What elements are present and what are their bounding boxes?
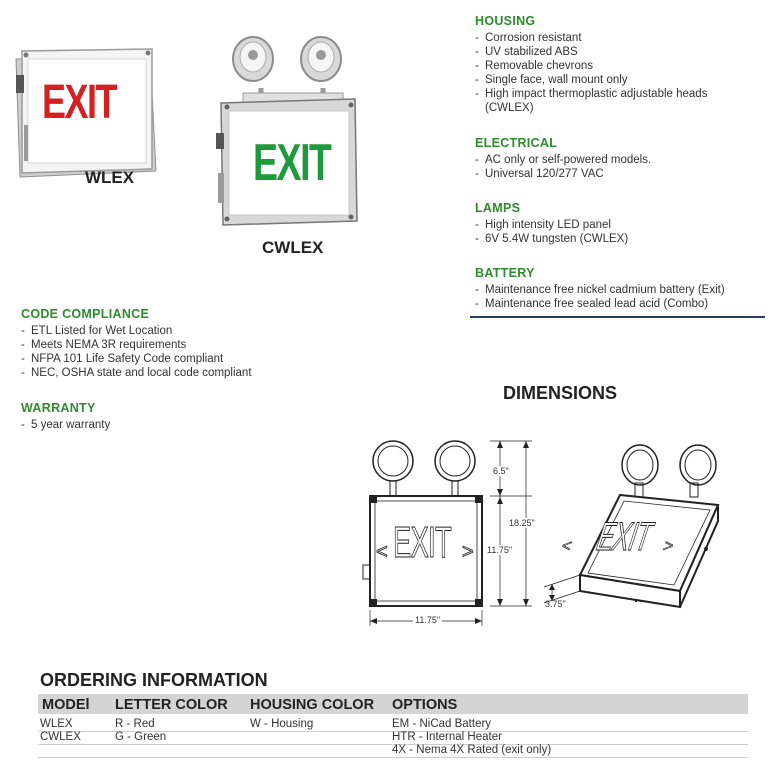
electrical-list (475, 153, 765, 181)
housing-title: HOUSING (475, 14, 536, 28)
dimension-body-height: 11.75" (487, 545, 513, 555)
list-item: - Single face, wall mount only (475, 73, 765, 87)
table-cell: EM - NiCad Battery (392, 718, 492, 730)
wlex-photo (10, 45, 160, 185)
dimension-iso-exit-text: EXIT (591, 515, 658, 559)
list-item: - Universal 120/277 VAC (475, 167, 765, 181)
housing-list (475, 31, 765, 115)
code-compliance-list (21, 324, 321, 380)
table-cell: W - Housing (250, 718, 314, 730)
list-item-continuation: (CWLEX) (485, 102, 534, 114)
dimension-drawing-front (350, 430, 550, 635)
cwlex-label: CWLEX (262, 238, 324, 257)
list-item: - Corrosion resistant (475, 31, 765, 45)
wlex-exit-sign-text: EXIT (42, 76, 117, 129)
row-divider (38, 757, 748, 758)
table-cell: G - Green (115, 731, 167, 743)
header-housing-color: HOUSING COLOR (250, 697, 375, 713)
list-item: - NEC, OSHA state and local code compliant (21, 366, 321, 380)
svg-text:<: < (376, 541, 388, 563)
table-cell: CWLEX (40, 731, 81, 743)
cwlex-photo (213, 33, 363, 233)
ordering-table-header (38, 694, 748, 714)
list-item: - 6V 5.4W tungsten (CWLEX) (475, 232, 765, 246)
warranty-section (21, 401, 321, 432)
dimensions-title: DIMENSIONS (503, 383, 618, 403)
lamps-title: LAMPS (475, 201, 521, 215)
dimension-body-width: 11.75" (415, 615, 441, 625)
dimension-drawing-isometric (540, 435, 720, 625)
ordering-title: ORDERING INFORMATION (40, 670, 268, 690)
wlex-label: WLEX (85, 168, 135, 187)
dimension-front-exit-text: EXIT (393, 518, 452, 567)
dimension-head-height: 6.5" (493, 466, 509, 476)
list-item: - Maintenance free sealed lead acid (Combo) (475, 297, 765, 311)
list-item: - AC only or self-powered models. (475, 153, 765, 167)
lamps-section (475, 201, 765, 246)
list-item: - Removable chevrons (475, 59, 765, 73)
spec-divider (470, 316, 765, 318)
svg-text:>: > (462, 541, 474, 563)
lamps-list (475, 218, 765, 246)
row-divider (38, 744, 748, 745)
table-cell: WLEX (40, 718, 73, 730)
cwlex-exit-sign-text: EXIT (253, 134, 331, 192)
code-compliance-section (21, 307, 321, 380)
list-item: - ETL Listed for Wet Location (21, 324, 321, 338)
header-letter-color: LETTER COLOR (115, 697, 228, 713)
electrical-title: ELECTRICAL (475, 136, 558, 150)
list-item: - NFPA 101 Life Safety Code compliant (21, 352, 321, 366)
table-cell: R - Red (115, 718, 155, 730)
battery-title: BATTERY (475, 266, 535, 280)
header-model: MODEl (42, 697, 90, 713)
table-cell: HTR - Internal Heater (392, 731, 502, 743)
svg-text:<: < (559, 537, 575, 555)
list-item: - Meets NEMA 3R requirements (21, 338, 321, 352)
list-item: - UV stabilized ABS (475, 45, 765, 59)
header-options: OPTIONS (392, 697, 458, 713)
svg-text:>: > (661, 537, 677, 555)
electrical-section (475, 136, 765, 181)
battery-section (475, 266, 765, 311)
table-cell: 4X - Nema 4X Rated (exit only) (392, 744, 552, 756)
dimension-depth: 3.75" (545, 599, 566, 609)
row-divider (38, 731, 748, 732)
list-item: - Maintenance free nickel cadmium battery (Exit) (475, 283, 765, 297)
list-item: - 5 year warranty (21, 418, 321, 432)
warranty-list (21, 418, 321, 432)
code-compliance-title: CODE COMPLIANCE (21, 307, 150, 321)
list-item: - High intensity LED panel (475, 218, 765, 232)
warranty-title: WARRANTY (21, 401, 96, 415)
housing-section (475, 14, 765, 115)
list-item: - High impact thermoplastic adjustable heads (475, 87, 765, 101)
dimension-total-height: 18.25" (509, 518, 535, 528)
battery-list (475, 283, 765, 311)
